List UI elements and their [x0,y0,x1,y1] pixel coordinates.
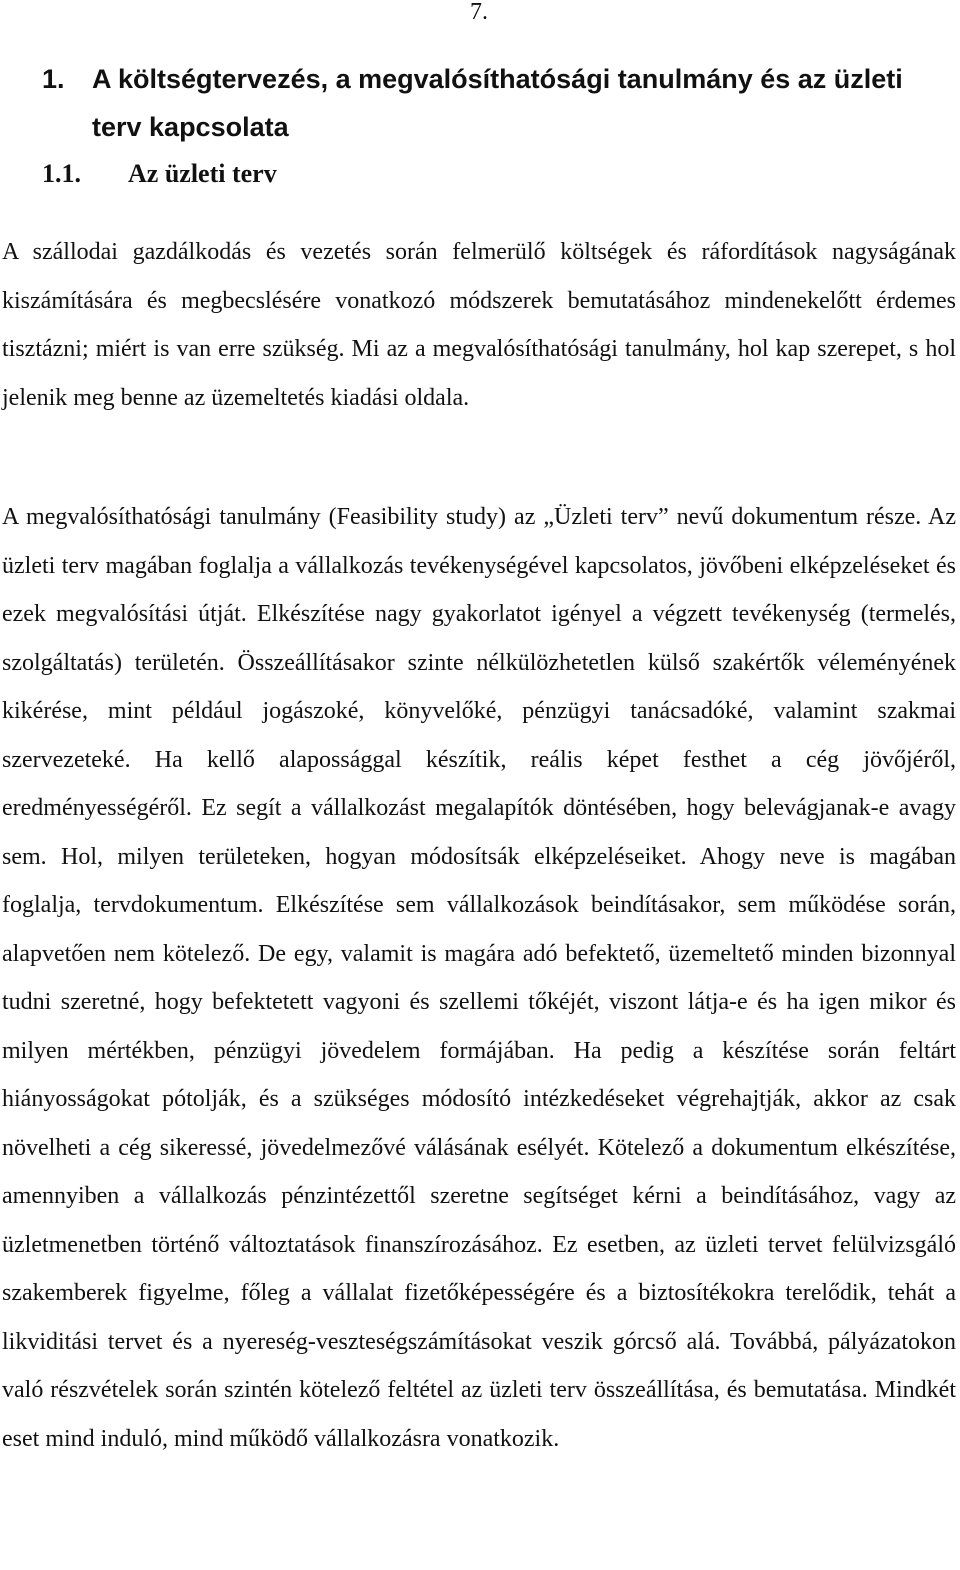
paragraph-intro: A szállodai gazdálkodás és vezetés során felmerülő költségek és ráfordítások nagyságának kiszámítására és megbecslésére vonatkozó módszerek bemutatásához mindenekelőtt érdemes tisztázni; miért is van erre szükség. Mi az a megvalósíthatósági tanulmány, hol kap szerepet, s hol jelenik meg benne az üzemeltetés kiadási oldala. [2,239,956,411]
section-title: Az üzleti terv [128,159,277,188]
section-number: 1.1. [42,159,81,188]
chapter-heading [42,55,922,151]
paragraph-business-plan: A megvalósíthatósági tanulmány (Feasibility study) az „Üzleti terv” nevű dokumentum része. Az üzleti terv magában foglalja a vállalkozás tevékenységével kapcsolatos, jövőbeni elképzeléseket és ezek megvalósítási útját. Elkészítése nagy gyakorlatot igényel a végzett tevékenység (termelés, szolgáltatás) területén. Összeállításakor szinte nélkülözhetetlen külső szakértők véleményének kikérése, mint például jogászoké, könyvelőké, pénzügyi tanácsadóké, valamint szakmai szervezeteké. Ha kellő alapossággal készítik, reális képet festhet a cég jövőjéről, eredményességéről. Ez segít a vállalkozást megalapítók döntésében, hogy belevágjanak-e avagy sem. Hol, milyen területeken, hogyan módosítsák elképzeléseiket. Ahogy neve is magában foglalja, tervdokumentum. Elkészítése sem vállalkozások beindításakor, sem működése során, alapvetően nem kötelező. De egy, valamit is magára adó befektető, üzemeltető minden bizonnyal tudni szeretné, hogy befektetett vagyoni és szellemi tőkéjét, viszont látja-e és ha igen mikor és milyen mértékben, pénzügyi jövedelem formájában. Ha pedig a készítése során feltárt hiányosságokat pótolják, és a szükséges módosító intézkedéseket végrehajtják, akkor az csak növelheti a cég sikeressé, jövedelmezővé válásának esélyét. Kötelező a dokumentum elkészítése, amennyiben a vállalkozás pénzintézettől szeretne segítséget kérni a beindításához, vagy az üzletmenetben történő változtatások finanszírozásához. Ez esetben, az üzleti tervet felülvizsgáló szakemberek figyelme, főleg a vállalat fizetőképességére és a biztosítékokra terelődik, tehát a likviditási tervet és a nyereség-veszteségszámításokat veszik górcső alá. Továbbá, pályázatokon való részvételek során szintén kötelező feltétel az üzleti terv összeállítása, és bemutatása. Mindkét eset mind induló, mind működő vállalkozásra vonatkozik. [2,504,956,1452]
chapter-title: A költségtervezés, a megvalósíthatósági tanulmány és az üzleti terv kapcsolata [92,64,903,142]
chapter-number: 1. [42,64,65,94]
section-heading [42,154,742,194]
page-number: 7. [470,0,488,25]
